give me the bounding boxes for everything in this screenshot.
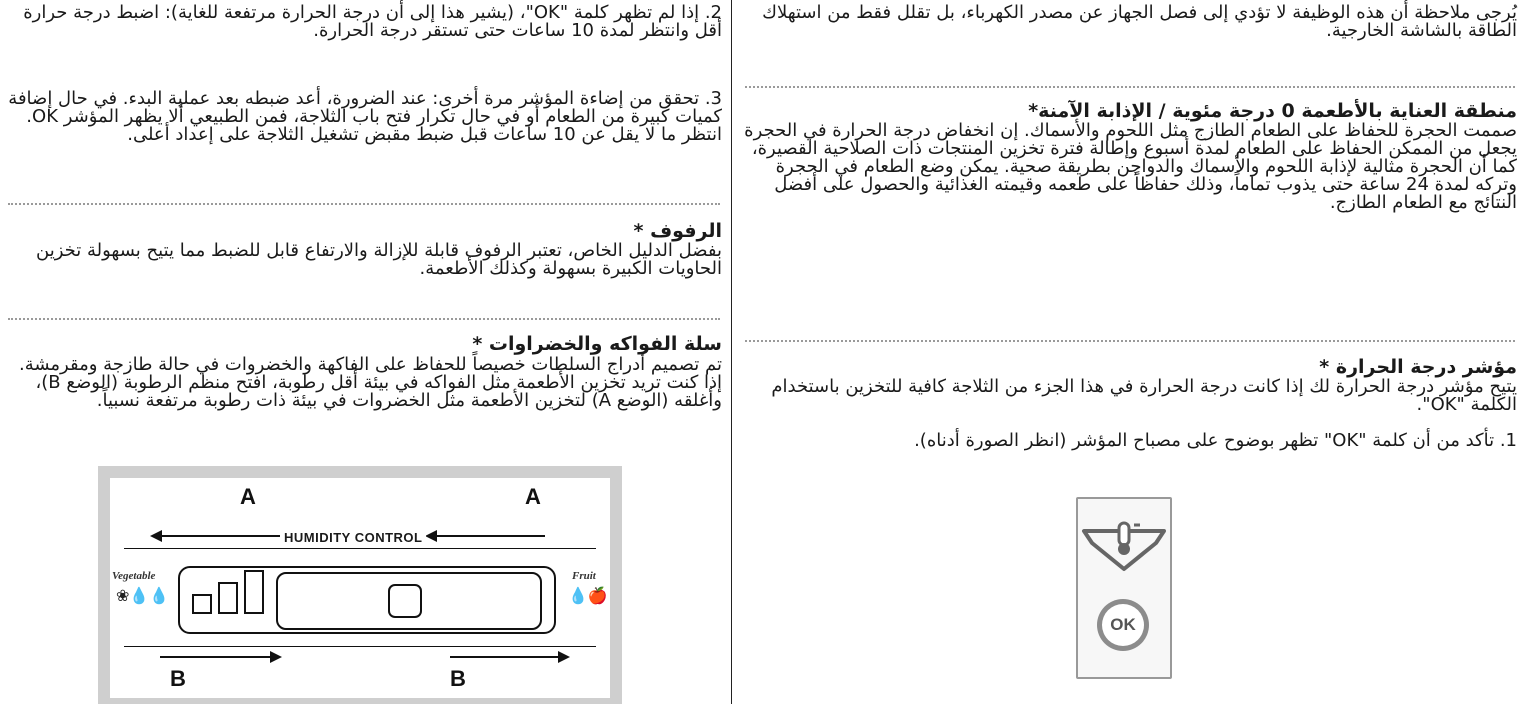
arrow-b-right-head: [558, 651, 570, 663]
shelves-heading: الرفوف *: [633, 220, 722, 242]
fruit-basket-heading: سلة الفواكه والخضراوات *: [472, 333, 722, 355]
humidity-bar-small: [192, 594, 212, 614]
temperature-indicator-panel: [1076, 497, 1172, 679]
humidity-control-diagram: [98, 466, 622, 704]
temperature-indicator-heading: مؤشر درجة الحرارة *: [1319, 356, 1517, 378]
ok-indicator-icon: [1097, 599, 1149, 651]
label-b-right: B: [450, 666, 466, 691]
rail-top: [124, 548, 596, 549]
fruit-basket-text: تم تصميم أدراج السلطات خصيصاً للحفاظ على الفاكهة والخضروات في حالة طازجة ومقرمشة. إذا كنت تريد تخزين الأطعمة مثل الفواكه في بيئة أقل رطوبة، افتح منظم الرطوبة (الوضع B)، وأغلقه (الوضع A) لتخزين الأطعمة مثل الخضروات في بيئة ذات رطوبة مرتفعة نسبياً.: [18, 354, 722, 411]
rail-bottom: [124, 646, 596, 647]
arrow-a-left-line: [160, 535, 280, 537]
label-b-left: B: [170, 666, 186, 691]
column-divider: [731, 0, 732, 704]
humidity-diagram-panel: [110, 478, 610, 698]
ok-indicator-label: OK: [1102, 604, 1144, 646]
separator: [8, 203, 720, 205]
step-2-text: 2. إذا لم تظهر كلمة "OK"، (يشير هذا إلى أن درجة الحرارة مرتفعة للغاية): اضبط درجة حرارة أقل وانتظر لمدة 10 ساعات حتى تستقر درجة الحرارة.: [23, 2, 722, 41]
arrow-b-left-line: [160, 656, 270, 658]
shelves-text: بفضل الدليل الخاص، تعتبر الرفوف قابلة للإزالة والارتفاع قابل للضبط مما يتيح بسهولة تخزين الحاويات الكبيرة بسهولة وكذلك الأطعمة.: [36, 240, 722, 279]
fruit-drop-icon: 💧🍎: [568, 586, 608, 605]
arrow-a-left-head: [150, 530, 162, 542]
step-3-text: 3. تحقق من إضاءة المؤشر مرة أخرى: عند الضرورة، أعد ضبطه بعد عملية البدء. في حال إضافة كميات كبيرة من الطعام أو في حال تكرار فتح باب الثلاجة، فمن الطبيعي ألا يظهر المؤشر OK. انتظر ما لا يقل عن 10 ساعات قبل ضبط مقبض تشغيل الثلاجة على إعداد أعلى.: [8, 88, 722, 145]
humidity-slider-knob[interactable]: [388, 584, 422, 618]
fruit-label: Fruit: [572, 570, 596, 582]
arrow-b-left-head: [270, 651, 282, 663]
temperature-step-1-text: 1. تأكد من أن كلمة "OK" تظهر بوضوح على مصباح المؤشر (انظر الصورة أدناه).: [914, 430, 1517, 451]
label-a-left: A: [240, 484, 256, 509]
arrow-a-right-head: [425, 530, 437, 542]
arrow-a-right-line: [435, 535, 545, 537]
vegetable-label: Vegetable: [112, 570, 156, 582]
arrow-b-right-line: [450, 656, 560, 658]
separator: [8, 318, 720, 320]
thermometer-icon: [1078, 503, 1170, 593]
care-zone-heading: منطقة العناية بالأطعمة 0 درجة مئوية / الإذابة الآمنة*: [1028, 100, 1517, 122]
care-zone-text: صممت الحجرة للحفاظ على الطعام الطازج مثل اللحوم والأسماك. إن انخفاض درجة الحرارة في الحجرة يجعل من الممكن الحفاظ على الطعام لمدة أسبوع وإطالة فترة تخزين المنتجات ذات الصلاحية القصيرة، كما أن الحجرة مثالية لإذابة اللحوم والأسماك والدواجن بطريقة صحية. يمكن وضع الطعام في الحجرة وتركه لمدة 24 ساعة حتى يذوب تماماً، وذلك حفاظاً على طعمه وقيمته الغذائية والحصول على أفضل النتائج مع الطعام الطازج.: [744, 120, 1517, 213]
separator: [745, 86, 1515, 88]
humidity-bar-medium: [218, 582, 238, 614]
vegetable-drops-icon: ❀💧💧: [116, 586, 170, 605]
label-a-right: A: [525, 484, 541, 509]
humidity-control-title: HUMIDITY CONTROL: [280, 530, 426, 545]
intro-text: يُرجى ملاحظة أن هذه الوظيفة لا تؤدي إلى فصل الجهاز عن مصدر الكهرباء، بل تقلل فقط من استهلاك الطاقة بالشاشة الخارجية.: [762, 2, 1517, 41]
humidity-bar-large: [244, 570, 264, 614]
separator: [745, 340, 1515, 342]
temperature-indicator-text: يتيح مؤشر درجة الحرارة لك إذا كانت درجة الحرارة في هذا الجزء من الثلاجة كافية للتخزين باستخدام الكلمة "OK".: [771, 376, 1517, 415]
